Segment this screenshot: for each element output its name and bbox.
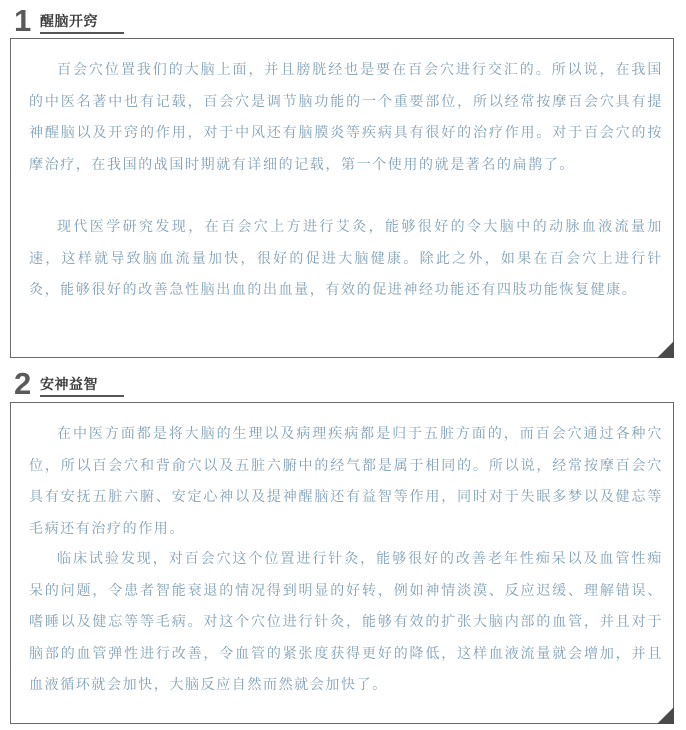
section-1-title-underline: [40, 32, 124, 34]
corner-fold-icon: [657, 707, 674, 724]
section-1-number: 1: [14, 3, 32, 38]
section-2-header: [14, 367, 674, 401]
section-2-content-box: [10, 402, 674, 724]
section-1-header: [14, 4, 674, 38]
corner-fold-icon: [657, 341, 674, 358]
section-1-title: 醒脑开窍: [40, 14, 98, 30]
section-2-title-underline: [40, 395, 124, 397]
section-2-title: 安神益智: [40, 377, 98, 393]
section-2-paragraph-2: 临床试验发现，对百会穴这个位置进行针灸，能够很好的改善老年性痴呆以及血管性痴呆的问题，令患者智能衰退的情况得到明显的好转，例如神情淡漠、反应迟缓、理解错误、嗜睡以及健忘等等毛病。对这个穴位进行针灸，能够有效的扩张大脑内部的血管，并且对于脑部的血管弹性进行改善，令血管的紧张度获得更好的降低，这样血液流量就会增加，并且血液循环就会加快，大脑反应自然而然就会加快了。: [29, 551, 663, 693]
section-2-number: 2: [14, 366, 32, 401]
section-1-content-box: [10, 38, 674, 358]
section-2-paragraph-1: 在中医方面都是将大脑的生理以及病理疾病都是归于五脏方面的，而百会穴通过各种穴位，所以百会穴和背俞穴以及五脏六腑中的经气都是属于相同的。所以说，经常按摩百会穴具有安抚五脏六腑、安定心神以及提神醒脑还有益智等作用，同时对于失眠多梦以及健忘等毛病还有治疗的作用。: [29, 426, 663, 537]
section-1-paragraph-2: 现代医学研究发现，在百会穴上方进行艾灸，能够很好的令大脑中的动脉血液流量加速，这样就导致脑血流量加快，很好的促进大脑健康。除此之外，如果在百会穴上进行针灸，能够很好的改善急性脑出血的出血量，有效的促进神经功能还有四肢功能恢复健康。: [29, 219, 663, 298]
section-1-paragraph-1: 百会穴位置我们的大脑上面，并且膀胱经也是要在百会穴进行交汇的。所以说，在我国的中医名著中也有记载，百会穴是调节脑功能的一个重要部位，所以经常按摩百会穴具有提神醒脑以及开窍的作用，对于中风还有脑膜炎等疾病具有很好的治疗作用。对于百会穴的按摩治疗，在我国的战国时期就有详细的记载，第一个使用的就是著名的扁鹊了。: [29, 62, 663, 173]
